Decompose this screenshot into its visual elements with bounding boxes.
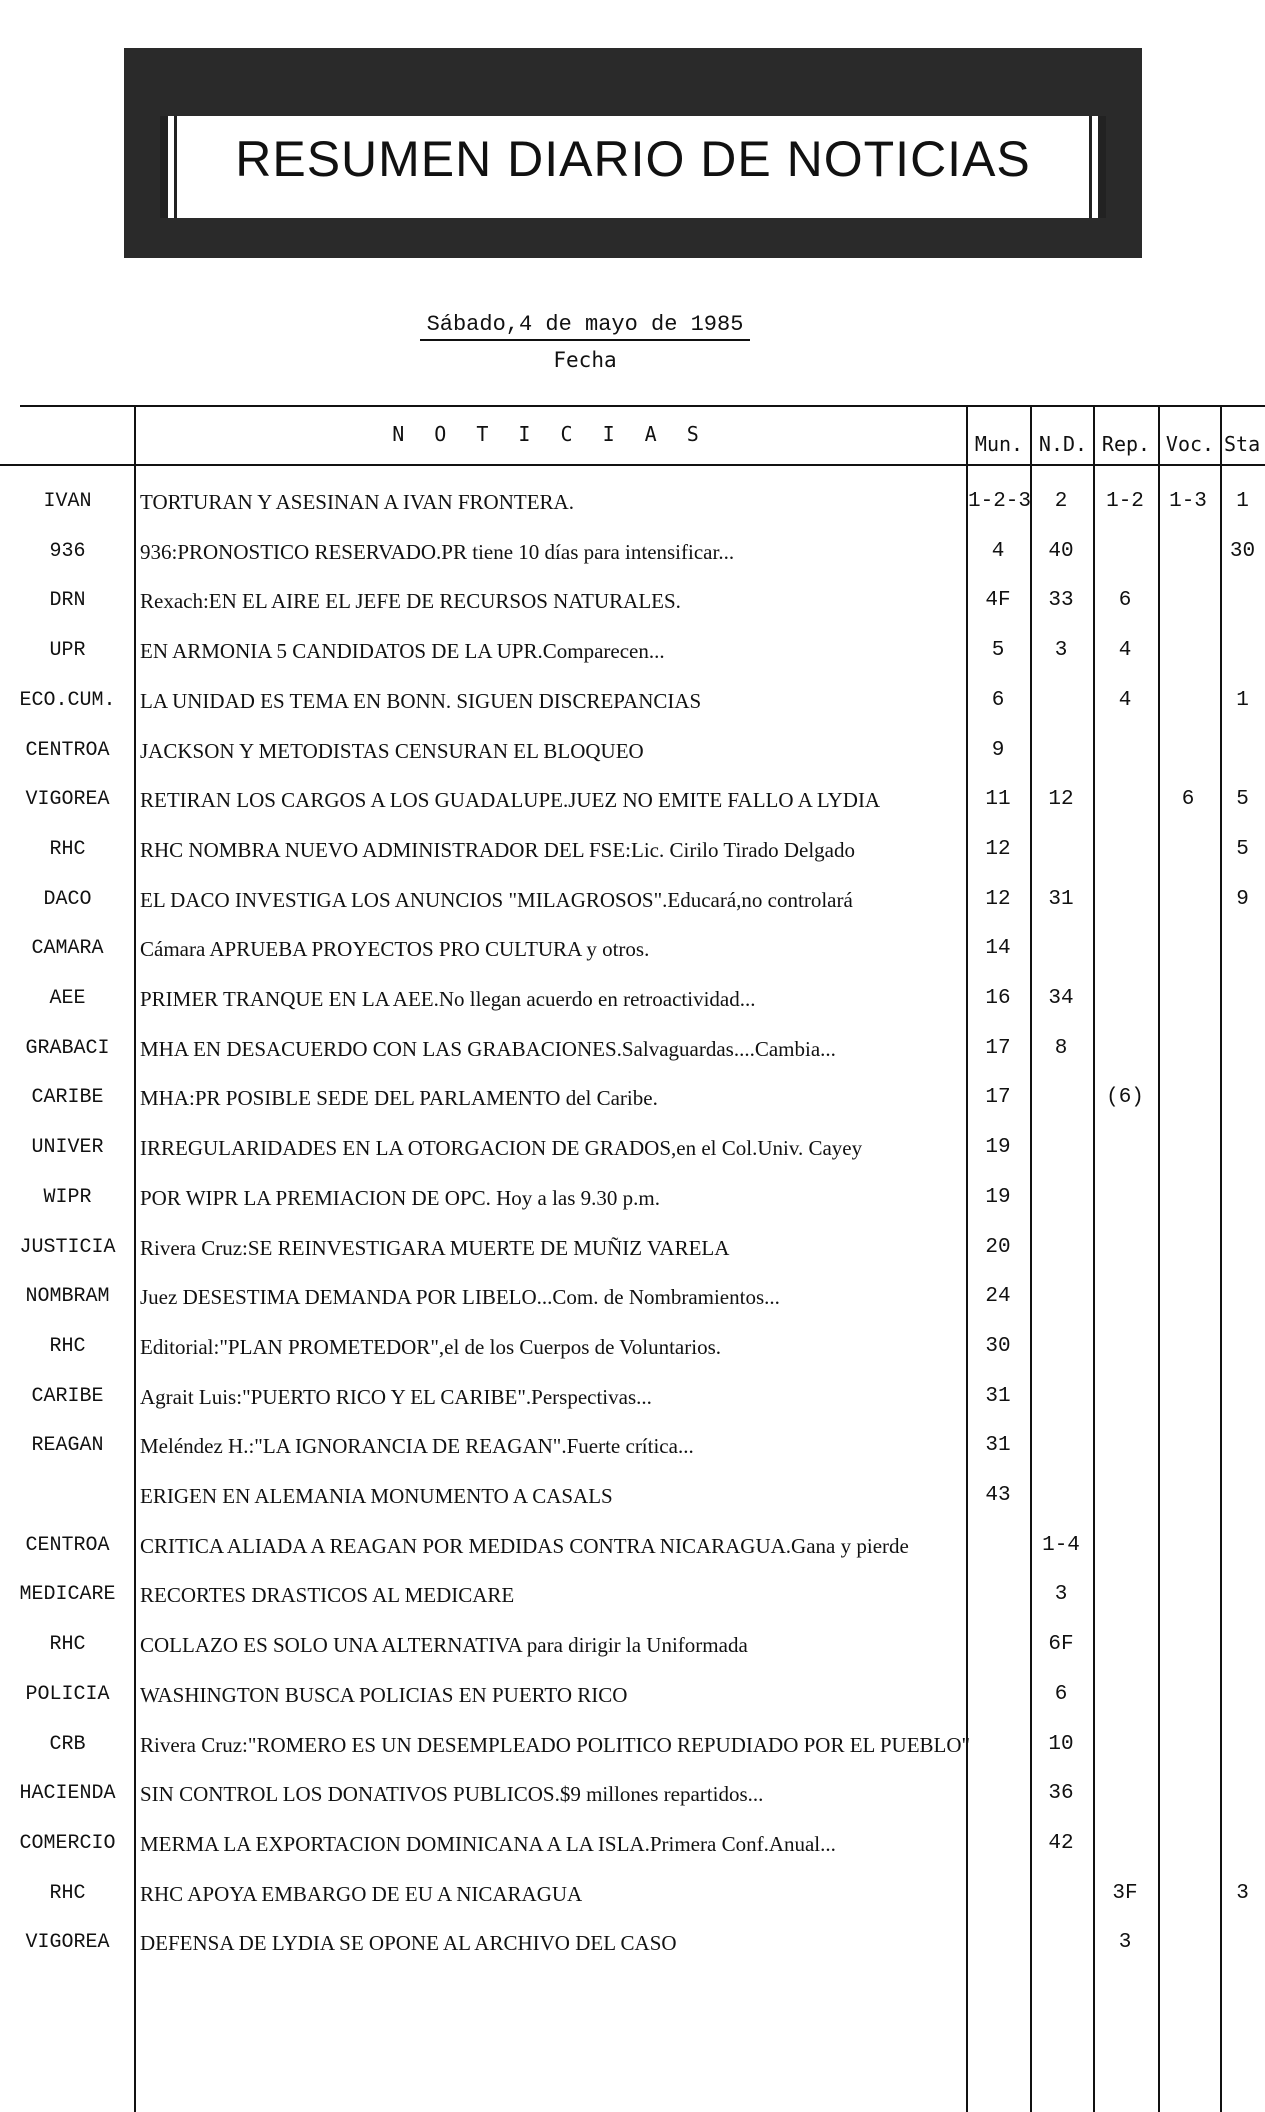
tag-cell: CENTROA bbox=[25, 738, 110, 762]
headline-text: PRIMER TRANQUE EN LA AEE.No llegan acuerdo en retroactividad... bbox=[140, 987, 756, 1011]
mun-cell: 20 bbox=[985, 1235, 1011, 1259]
tag-cell: UNIVER bbox=[31, 1136, 104, 1160]
table-row bbox=[0, 478, 1265, 526]
nd-cell: 6 bbox=[1054, 1682, 1068, 1706]
tag-cell: UPR bbox=[49, 639, 86, 663]
headline-text: 936:PRONOSTICO RESERVADO.PR tiene 10 días para intensificar... bbox=[140, 539, 735, 564]
sta-cell: 30 bbox=[1229, 539, 1256, 563]
tag-cell: MEDICARE bbox=[19, 1583, 116, 1607]
table-row bbox=[0, 1323, 1265, 1371]
date-label: Fecha bbox=[553, 348, 617, 372]
tag-cell: IVAN bbox=[43, 490, 92, 513]
headline-text: Meléndez H.:"LA IGNORANCIA DE REAGAN".Fuerte crítica... bbox=[140, 1434, 694, 1459]
table-row bbox=[0, 1373, 1265, 1421]
headline-text: RETIRAN LOS CARGOS A LOS GUADALUPE.JUEZ NO EMITE FALLO A LYDIA bbox=[140, 788, 881, 813]
rep-cell: 6 bbox=[1118, 589, 1132, 613]
tag-cell: DRN bbox=[49, 589, 86, 613]
table-row bbox=[0, 975, 1265, 1023]
mun-cell: 17 bbox=[985, 1086, 1011, 1110]
headline-text: LA UNIDAD ES TEMA EN BONN. SIGUEN DISCREPANCIAS bbox=[140, 688, 702, 713]
mun-cell: 11 bbox=[985, 788, 1011, 812]
nd-cell: 10 bbox=[1048, 1732, 1074, 1756]
headline-text: Rivera Cruz:"ROMERO ES UN DESEMPLEADO POLITICO REPUDIADO POR EL PUEBLO" bbox=[140, 1732, 971, 1757]
rep-cell: 3 bbox=[1118, 1931, 1132, 1955]
table-top-rule bbox=[20, 405, 1265, 407]
mun-cell: 43 bbox=[985, 1484, 1011, 1507]
sta-cell: 5 bbox=[1236, 837, 1249, 861]
mun-cell: 14 bbox=[985, 937, 1011, 961]
headline-text: Rexach:EN EL AIRE EL JEFE DE RECURSOS NATURALES. bbox=[140, 589, 681, 614]
mun-cell: 4F bbox=[985, 589, 1011, 613]
tag-cell: RHC bbox=[49, 1334, 86, 1358]
tag-cell: RHC bbox=[49, 1881, 86, 1905]
rep-cell: 4 bbox=[1118, 688, 1132, 712]
rep-cell: 1-2 bbox=[1106, 490, 1144, 513]
voc-header: Voc. bbox=[1165, 432, 1215, 456]
page-title: RESUMEN DIARIO DE NOTICIAS bbox=[235, 131, 1031, 187]
rep-cell: 4 bbox=[1118, 639, 1132, 663]
table-row bbox=[0, 1919, 1265, 1967]
title-bar bbox=[160, 116, 1106, 218]
table-row bbox=[0, 1571, 1265, 1619]
tag-cell: HACIENDA bbox=[19, 1782, 116, 1806]
table-row bbox=[0, 1074, 1265, 1122]
voc-cell: 1-3 bbox=[1169, 490, 1207, 513]
headline-text: COLLAZO ES SOLO UNA ALTERNATIVA para dirigir la Uniformada bbox=[140, 1633, 748, 1658]
table-row bbox=[0, 528, 1265, 576]
headline-text: Agrait Luis:"PUERTO RICO Y EL CARIBE".Perspectivas... bbox=[140, 1384, 652, 1409]
headline-text: POR WIPR LA PREMIACION DE OPC. Hoy a las 9.30 p.m. bbox=[140, 1185, 660, 1210]
table-row bbox=[0, 727, 1265, 775]
tag-cell: NOMBRAM bbox=[25, 1285, 110, 1309]
tag-cell: RHC bbox=[49, 837, 86, 861]
table-row bbox=[0, 826, 1265, 874]
tag-cell: ECO.CUM. bbox=[19, 688, 116, 712]
table-row bbox=[0, 1224, 1265, 1272]
table-row bbox=[0, 677, 1265, 725]
headline-text: CRITICA ALIADA A REAGAN POR MEDIDAS CONTRA NICARAGUA.Gana y pierde bbox=[140, 1533, 909, 1558]
rep-cell: (6) bbox=[1106, 1086, 1144, 1110]
sta-cell: 9 bbox=[1236, 887, 1249, 911]
nd-cell: 2 bbox=[1054, 490, 1068, 513]
nd-cell: 40 bbox=[1048, 539, 1074, 563]
headline-text: Juez DESESTIMA DEMANDA POR LIBELO...Com. de Nombramientos... bbox=[140, 1285, 780, 1310]
mun-cell: 19 bbox=[985, 1185, 1011, 1209]
mun-cell: 19 bbox=[985, 1136, 1011, 1160]
nd-cell: 3 bbox=[1054, 639, 1068, 663]
headline-text: Editorial:"PLAN PROMETEDOR",el de los Cuerpos de Voluntarios. bbox=[140, 1334, 722, 1359]
mun-cell: 9 bbox=[991, 738, 1005, 762]
tag-cell: GRABACI bbox=[25, 1036, 110, 1060]
tag-cell: CARIBE bbox=[31, 1384, 104, 1408]
mun-cell: 16 bbox=[985, 987, 1011, 1010]
mun-header: Mun. bbox=[974, 432, 1024, 456]
tag-cell: CRB bbox=[49, 1732, 86, 1756]
nd-cell: 12 bbox=[1048, 788, 1074, 812]
table-row bbox=[0, 1422, 1265, 1470]
tag-cell: CARIBE bbox=[31, 1086, 104, 1110]
table-row bbox=[0, 1870, 1265, 1918]
mun-cell: 1-2-3 bbox=[968, 490, 1032, 513]
headline-text: EN ARMONIA 5 CANDIDATOS DE LA UPR.Comparecen... bbox=[140, 639, 665, 664]
table-row bbox=[0, 1025, 1265, 1073]
title-banner bbox=[124, 48, 1142, 258]
sta-cell: 1 bbox=[1236, 490, 1249, 513]
headline-text: Rivera Cruz:SE REINVESTIGARA MUERTE DE MUÑIZ VARELA bbox=[140, 1235, 730, 1260]
mun-cell: 30 bbox=[985, 1334, 1011, 1358]
nd-cell: 3 bbox=[1054, 1583, 1068, 1607]
headline-text: WASHINGTON BUSCA POLICIAS EN PUERTO RICO bbox=[140, 1682, 628, 1707]
nd-header: N.D. bbox=[1038, 432, 1088, 456]
nd-cell: 42 bbox=[1048, 1831, 1074, 1855]
table-row bbox=[0, 1124, 1265, 1172]
rep-header: Rep. bbox=[1101, 432, 1151, 456]
date-value: Sábado,4 de mayo de 1985 bbox=[420, 312, 750, 341]
headline-text: RHC NOMBRA NUEVO ADMINISTRADOR DEL FSE:Lic. Cirilo Tirado Delgado bbox=[140, 837, 856, 862]
nd-cell: 33 bbox=[1048, 589, 1074, 613]
sta-cell: 1 bbox=[1236, 688, 1249, 712]
tag-cell: POLICIA bbox=[25, 1682, 110, 1706]
tag-cell: AEE bbox=[49, 987, 86, 1010]
sta-header: Sta bbox=[1224, 432, 1261, 456]
headline-text: MERMA LA EXPORTACION DOMINICANA A LA ISLA.Primera Conf.Anual... bbox=[140, 1831, 836, 1856]
table-row bbox=[0, 1770, 1265, 1818]
table-row bbox=[0, 1721, 1265, 1769]
headline-text: ERIGEN EN ALEMANIA MONUMENTO A CASALS bbox=[140, 1484, 613, 1508]
headline-text: DEFENSA DE LYDIA SE OPONE AL ARCHIVO DEL CASO bbox=[140, 1931, 677, 1956]
table-row bbox=[0, 776, 1265, 824]
tag-cell: VIGOREA bbox=[25, 788, 110, 812]
table-row bbox=[0, 627, 1265, 675]
mun-cell: 12 bbox=[985, 837, 1011, 861]
mun-cell: 4 bbox=[991, 539, 1005, 563]
table-row bbox=[0, 1820, 1265, 1868]
tag-cell: REAGAN bbox=[31, 1434, 104, 1458]
table-row bbox=[0, 1671, 1265, 1719]
tag-cell: RHC bbox=[49, 1633, 86, 1657]
headline-text: Cámara APRUEBA PROYECTOS PRO CULTURA y otros. bbox=[140, 937, 650, 962]
nd-cell: 1-4 bbox=[1042, 1533, 1080, 1557]
headline-text: MHA:PR POSIBLE SEDE DEL PARLAMENTO del Caribe. bbox=[140, 1086, 658, 1111]
header-bottom-rule bbox=[0, 464, 1265, 466]
nd-cell: 6F bbox=[1048, 1633, 1074, 1657]
headline-text: RECORTES DRASTICOS AL MEDICARE bbox=[140, 1583, 515, 1608]
table-row bbox=[0, 1621, 1265, 1669]
nd-cell: 8 bbox=[1054, 1036, 1068, 1060]
noticias-header: N O T I C I A S bbox=[392, 422, 708, 446]
voc-cell: 6 bbox=[1181, 788, 1195, 812]
mun-cell: 31 bbox=[985, 1434, 1011, 1458]
mun-cell: 17 bbox=[985, 1036, 1011, 1060]
table-row bbox=[0, 925, 1265, 973]
headline-text: JACKSON Y METODISTAS CENSURAN EL BLOQUEO bbox=[140, 738, 644, 763]
table-row bbox=[0, 1522, 1265, 1570]
tag-cell: VIGOREA bbox=[25, 1931, 110, 1955]
headline-text: MHA EN DESACUERDO CON LAS GRABACIONES.Salvaguardas....Cambia... bbox=[140, 1036, 836, 1061]
mun-cell: 12 bbox=[985, 887, 1011, 911]
tag-cell: DACO bbox=[43, 887, 92, 911]
table-row bbox=[0, 1273, 1265, 1321]
headline-text: RHC APOYA EMBARGO DE EU A NICARAGUA bbox=[140, 1881, 583, 1906]
table-row bbox=[0, 1174, 1265, 1222]
tag-cell: CENTROA bbox=[25, 1533, 110, 1557]
tag-cell: 936 bbox=[49, 539, 86, 563]
nd-cell: 36 bbox=[1048, 1782, 1074, 1806]
tag-cell: JUSTICIA bbox=[19, 1235, 116, 1259]
tag-cell: WIPR bbox=[43, 1185, 92, 1209]
mun-cell: 6 bbox=[991, 688, 1005, 712]
headline-text: IRREGULARIDADES EN LA OTORGACION DE GRADOS,en el Col.Univ. Cayey bbox=[140, 1136, 863, 1161]
table-row bbox=[0, 876, 1265, 924]
nd-cell: 31 bbox=[1048, 887, 1074, 911]
tag-cell: CAMARA bbox=[31, 937, 104, 961]
headline-text: TORTURAN Y ASESINAN A IVAN FRONTERA. bbox=[140, 490, 574, 514]
headline-text: SIN CONTROL LOS DONATIVOS PUBLICOS.$9 millones repartidos... bbox=[140, 1782, 764, 1807]
mun-cell: 31 bbox=[985, 1384, 1011, 1408]
tag-cell: COMERCIO bbox=[19, 1831, 116, 1855]
sta-cell: 3 bbox=[1236, 1881, 1249, 1905]
table-row bbox=[0, 1472, 1265, 1520]
mun-cell: 5 bbox=[991, 639, 1005, 663]
rep-cell: 3F bbox=[1112, 1881, 1138, 1905]
headline-text: EL DACO INVESTIGA LOS ANUNCIOS "MILAGROSOS".Educará,no controlará bbox=[140, 887, 853, 912]
mun-cell: 24 bbox=[985, 1285, 1011, 1309]
nd-cell: 34 bbox=[1048, 987, 1074, 1010]
sta-cell: 5 bbox=[1236, 788, 1249, 812]
table-row bbox=[0, 577, 1265, 625]
